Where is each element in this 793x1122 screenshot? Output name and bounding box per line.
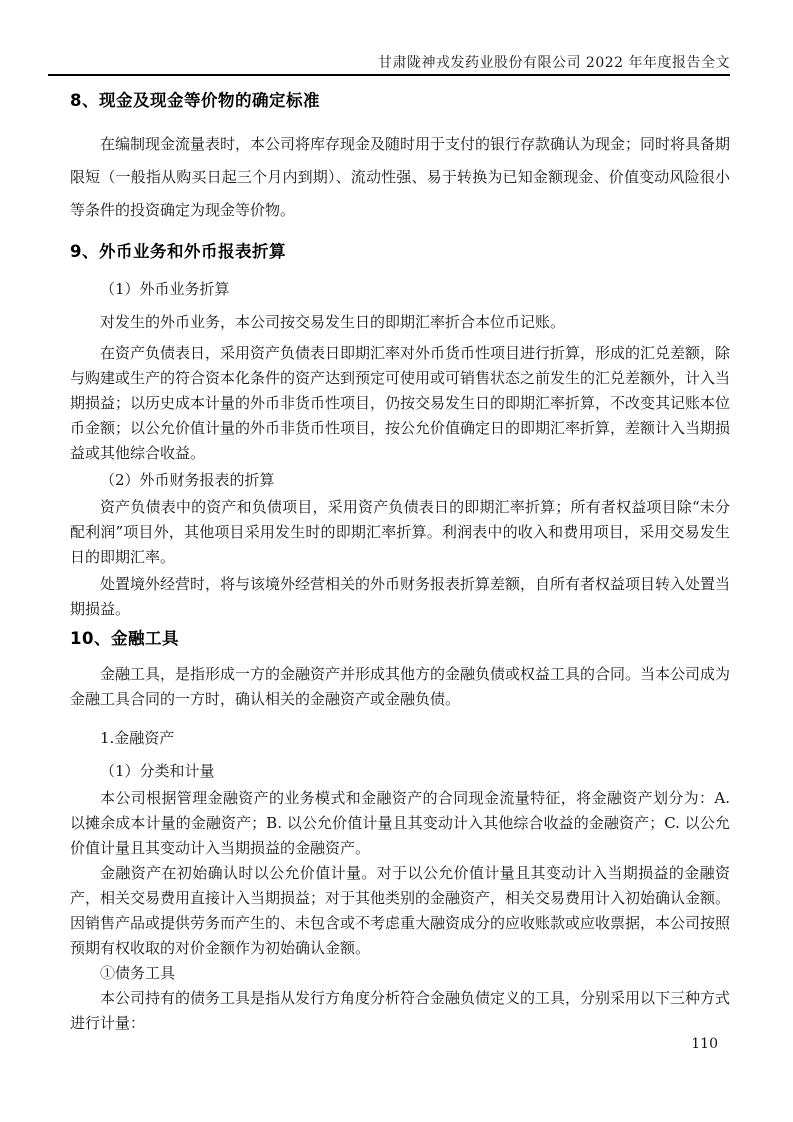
- subheading-classification-measurement: （1）分类和计量: [100, 762, 215, 780]
- section-heading-foreign-currency: 9、外币业务和外币报表折算: [70, 242, 286, 261]
- subheading-foreign-statement-translation: （2）外币财务报表的折算: [100, 471, 275, 489]
- paragraph-asset-classification: 本公司根据管理金融资产的业务模式和金融资产的合同现金流量特征，将金融资产划分为：A. 以摊余成本计量的金融资产；B. 以公允价值计量且其变动计入其他综合收益的金融资产；C. 以公允价值计量且其变动计入当期损益的金融资产。: [70, 789, 730, 857]
- page-body: [70, 90, 730, 1036]
- paragraph-cash-equivalents: 在编制现金流量表时，本公司将库存现金及随时用于支付的银行存款确认为现金；同时将具备期限短（一般指从购买日起三个月内到期）、流动性强、易于转换为已知金额现金、价值变动风险很小等条件的投资确定为现金等价物。: [70, 135, 731, 219]
- paragraph-debt-instruments: 本公司持有的债务工具是指从发行方角度分析符合金融负债定义的工具，分别采用以下三种方式进行计量：: [70, 989, 731, 1032]
- section-heading-cash-equivalents: 8、现金及现金等价物的确定标准: [70, 91, 320, 110]
- header-title: 甘肃陇神戎发药业股份有限公司 2022 年年度报告全文: [377, 55, 730, 71]
- paragraph-financial-instruments-definition: 金融工具，是指形成一方的金融资产并形成其他方的金融负债或权益工具的合同。当本公司成为金融工具合同的一方时，确认相关的金融资产或金融负债。: [70, 665, 731, 708]
- subheading-debt-instruments: ①债务工具: [100, 964, 176, 982]
- paragraph-foreign-currency-business: 对发生的外币业务，本公司按交易发生日的即期汇率折合本位币记账。: [100, 313, 566, 331]
- paragraph-overseas-disposal: 处置境外经营时，将与该境外经营相关的外币财务报表折算差额，自所有者权益项目转入处置当期损益。: [70, 575, 731, 618]
- section-heading-financial-instruments: 10、金融工具: [70, 629, 179, 648]
- paragraph-balance-sheet-date-translation: 在资产负债表日，采用资产负债表日即期汇率对外币货币性项目进行折算，形成的汇兑差额，除与购建或生产的符合资本化条件的资产达到预定可使用或可销售状态之前发生的汇兑差额外，计入当期损益；以历史成本计量的外币非货币性项目，仍按交易发生日的即期汇率折算，不改变其记账本位币金额；以公允价值计量的外币非货币性项目，按公允价值确定日的即期汇率折算，差额计入当期损益或其他综合收益。: [70, 344, 731, 462]
- header-rule: [48, 74, 730, 76]
- subheading-foreign-currency-business: （1）外币业务折算: [100, 280, 230, 298]
- paragraph-initial-recognition: 金融资产在初始确认时以公允价值计量。对于以公允价值计量且其变动计入当期损益的金融资产，相关交易费用直接计入当期损益；对于其他类别的金融资产，相关交易费用计入初始确认金额。因销售产品或提供劳务而产生的、未包含或不考虑重大融资成分的应收账款或应收票据，本公司按照预期有权收取的对价金额作为初始确认金额。: [70, 864, 731, 957]
- page-number: 110: [691, 1036, 718, 1052]
- paragraph-statement-translation: 资产负债表中的资产和负债项目，采用资产负债表日的即期汇率折算；所有者权益项目除“未分配利润”项目外，其他项目采用发生时的即期汇率折算。利润表中的收入和费用项目，采用交易发生日的即期汇率。: [70, 498, 730, 566]
- subheading-financial-assets: 1.金融资产: [100, 729, 175, 747]
